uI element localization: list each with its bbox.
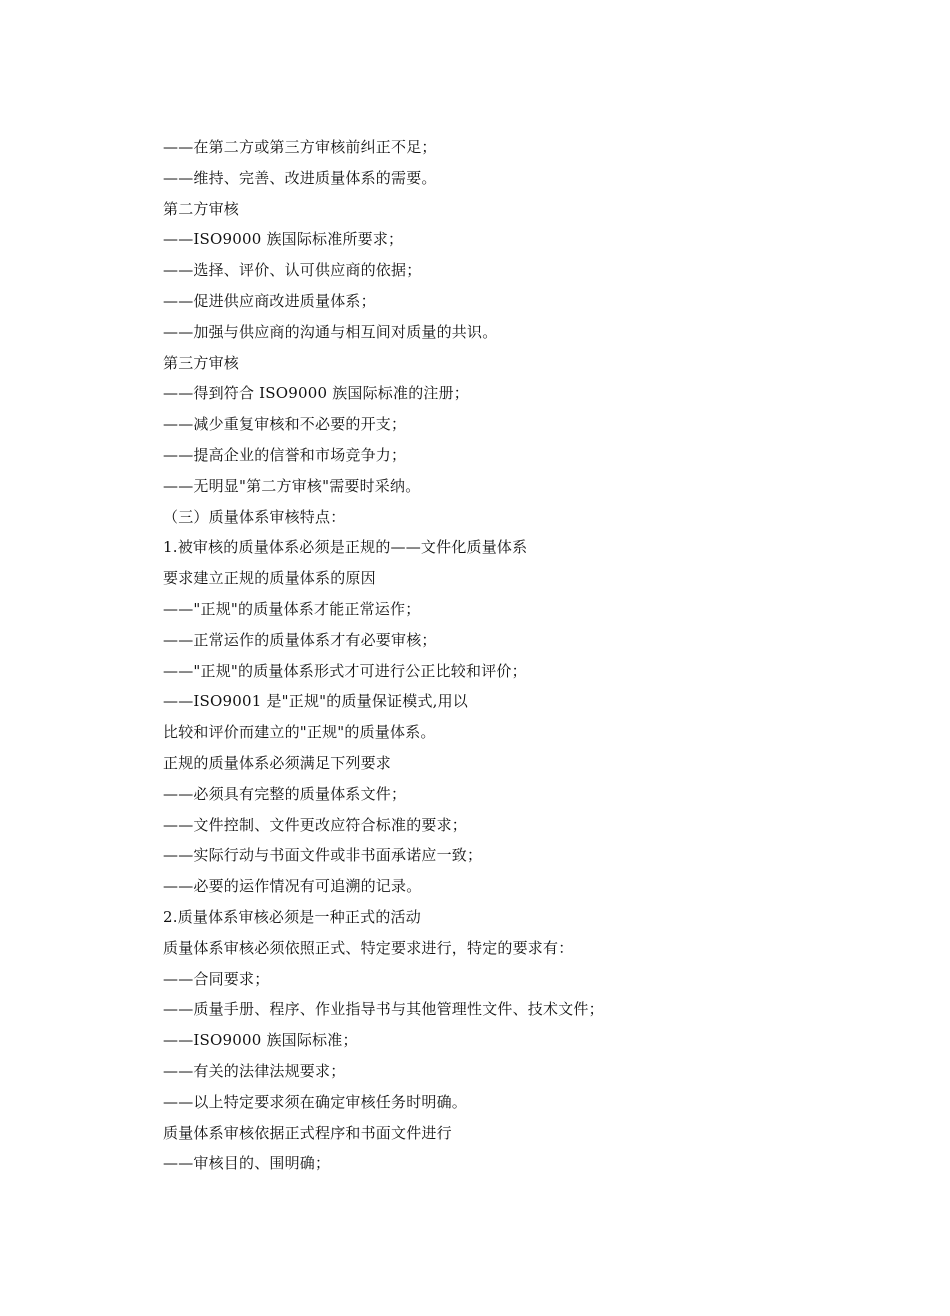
text-line: ——加强与供应商的沟通与相互间对质量的共识。 — [163, 322, 498, 341]
text-line: ——实际行动与书面文件或非书面承诺应一致； — [163, 846, 483, 865]
text-line: ——在第二方或第三方审核前纠正不足； — [163, 138, 437, 156]
text-line: ——ISO9000 族国际标准； — [163, 1031, 358, 1050]
text-line: ——文件控制、文件更改应符合标准的要求； — [163, 815, 468, 834]
text-line: ——选择、评价、认可供应商的依据； — [163, 261, 422, 280]
text-line: ——减少重复审核和不必要的开支； — [163, 415, 407, 434]
text-line: ——提高企业的信誉和市场竞争力； — [163, 445, 407, 464]
text-line: ——必须具有完整的质量体系文件； — [163, 784, 407, 803]
text-line: ——ISO9000 族国际标准所要求； — [163, 230, 404, 249]
section-heading: 第二方审核 — [163, 199, 240, 218]
text-line: ——"正规"的质量体系形式才可进行公正比较和评价； — [163, 661, 527, 680]
document-body — [163, 132, 863, 1179]
text-line: ——得到符合 ISO9000 族国际标准的注册； — [163, 384, 470, 403]
subheading: 质量体系审核依据正式程序和书面文件进行 — [163, 1123, 452, 1142]
text-line: ——有关的法律法规要求； — [163, 1061, 346, 1080]
text-line: ——"正规"的质量体系才能正常运作； — [163, 599, 421, 618]
numbered-heading: 2.质量体系审核必须是一种正式的活动 — [163, 907, 421, 926]
subheading: 质量体系审核必须依照正式、特定要求进行，特定的要求有： — [163, 938, 574, 957]
text-line: ——维持、完善、改进质量体系的需要。 — [163, 168, 437, 187]
text-line: ——以上特定要求须在确定审核任务时明确。 — [163, 1092, 468, 1111]
section-heading: 第三方审核 — [163, 353, 240, 372]
text-line: ——ISO9001 是"正规"的质量保证模式,用以 — [163, 692, 469, 711]
text-line: ——正常运作的质量体系才有必要审核； — [163, 630, 437, 649]
text-line: ——审核目的、围明确； — [163, 1154, 331, 1173]
numbered-heading: 1.被审核的质量体系必须是正规的——文件化质量体系 — [163, 538, 528, 557]
text-line: ——质量手册、程序、作业指导书与其他管理性文件、技术文件； — [163, 1000, 604, 1019]
subheading: 正规的质量体系必须满足下列要求 — [163, 753, 392, 772]
subheading: 要求建立正规的质量体系的原因 — [163, 569, 376, 588]
section-heading: （三）质量体系审核特点： — [163, 507, 346, 526]
text-line: ——无明显"第二方审核"需要时采纳。 — [163, 476, 421, 495]
text-line: ——必要的运作情况有可追溯的记录。 — [163, 877, 422, 896]
text-line: ——合同要求； — [163, 969, 270, 988]
text-line: 比较和评价而建立的"正规"的质量体系。 — [163, 723, 436, 742]
text-line: ——促进供应商改进质量体系； — [163, 291, 376, 310]
